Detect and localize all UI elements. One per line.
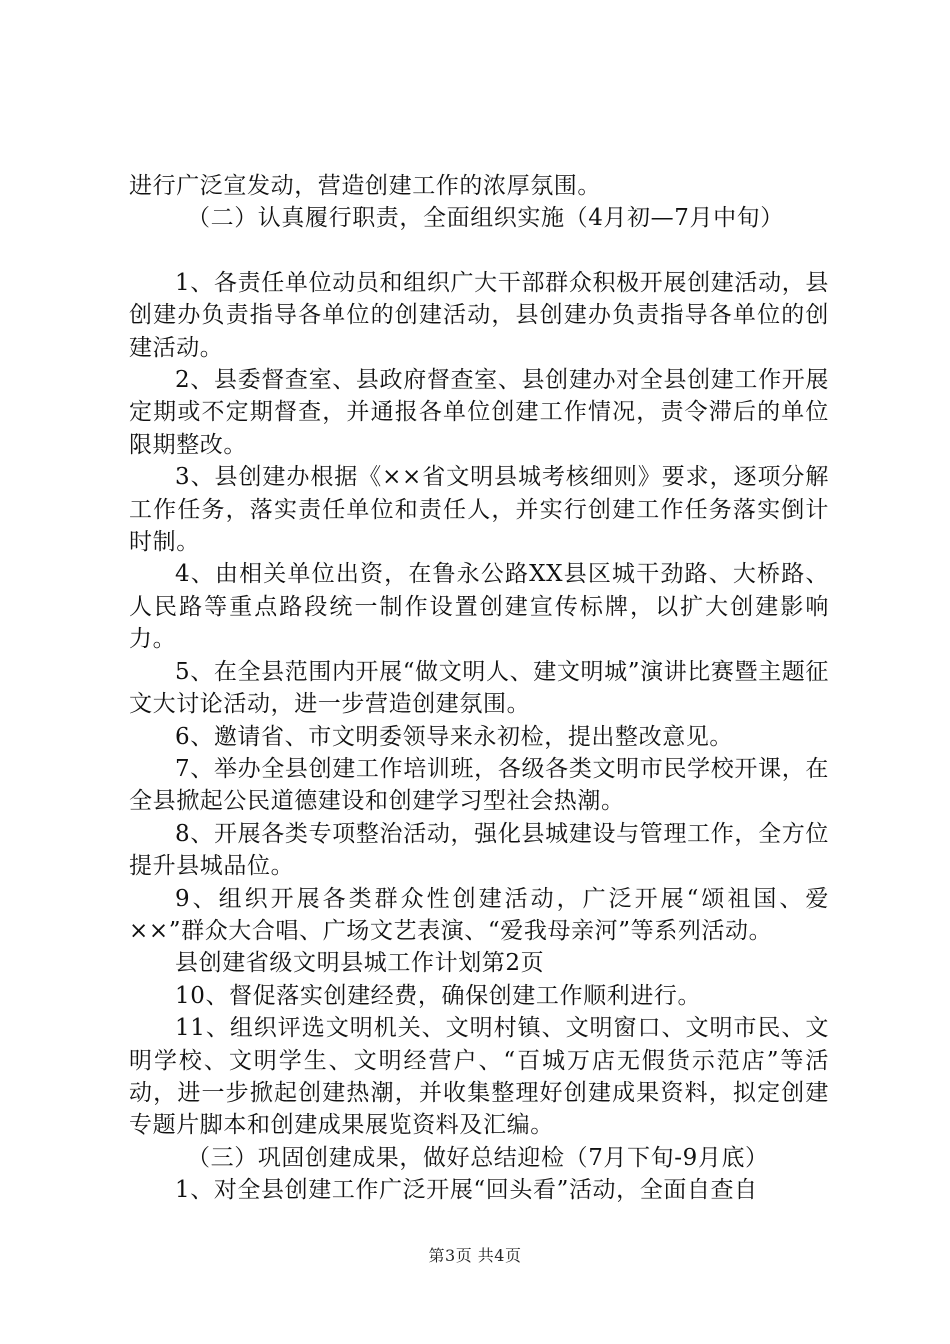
list-item: 3、县创建办根据《××省文明县城考核细则》要求，逐项分解工作任务，落实责任单位和责任人，并实行创建工作任务落实倒计时制。 xyxy=(129,464,829,556)
list-item: 9、组织开展各类群众性创建活动，广泛开展“颂祖国、爱××”群众大合唱、广场文艺表演、“爱我母亲河”等系列活动。 xyxy=(129,885,829,944)
list-item: 6、邀请省、市文明委领导来永初检，提出整改意见。 xyxy=(175,723,734,750)
section-heading-3: （三）巩固创建成果，做好总结迎检（7月下旬-9月底） xyxy=(187,1144,769,1171)
paragraph-continuation: 进行广泛宣发动，营造创建工作的浓厚氛围。 xyxy=(129,173,601,199)
list-item: 4、由相关单位出资，在鲁永公路XX县区城干劲路、大桥路、人民路等重点路段统一制作设置创建宣传标牌，以扩大创建影响力。 xyxy=(129,561,829,653)
list-item: 7、举办全县创建工作培训班，各级各类文明市民学校开课，在全县掀起公民道德建设和创建学习型社会热潮。 xyxy=(129,755,829,815)
section-heading-2: （二）认真履行职责，全面组织实施（4月初—7月中旬） xyxy=(187,205,784,232)
page-reference-line: 县创建省级文明县城工作计划第2页 xyxy=(175,950,545,977)
document-body xyxy=(129,170,829,1207)
page-footer: 第3页 共4页 xyxy=(428,1246,522,1265)
list-item: 5、在全县范围内开展“做文明人、建文明城”演讲比赛暨主题征文大讨论活动，进一步营造创建氛围。 xyxy=(129,658,829,718)
list-item: 1、各责任单位动员和组织广大干部群众积极开展创建活动，县创建办负责指导各单位的创建活动，县创建办负责指导各单位的创建活动。 xyxy=(129,269,829,361)
list-item: 8、开展各类专项整治活动，强化县城建设与管理工作，全方位提升县城品位。 xyxy=(129,820,829,880)
list-item: 2、县委督查室、县政府督查室、县创建办对全县创建工作开展定期或不定期督查，并通报各单位创建工作情况，责令滞后的单位限期整改。 xyxy=(129,367,829,458)
list-item: 11、组织评选文明机关、文明村镇、文明窗口、文明市民、文明学校、文明学生、文明经营户、“百城万店无假货示范店”等活动，进一步掀起创建热潮，并收集整理好创建成果资料，拟定创建专题片脚本和创建成果展览资料及汇编。 xyxy=(129,1015,829,1139)
list-item: 10、督促落实创建经费，确保创建工作顺利进行。 xyxy=(175,982,702,1009)
list-item: 1、对全县创建工作广泛开展“回头看”活动，全面自查自 xyxy=(175,1177,758,1204)
blank-line xyxy=(129,235,829,267)
